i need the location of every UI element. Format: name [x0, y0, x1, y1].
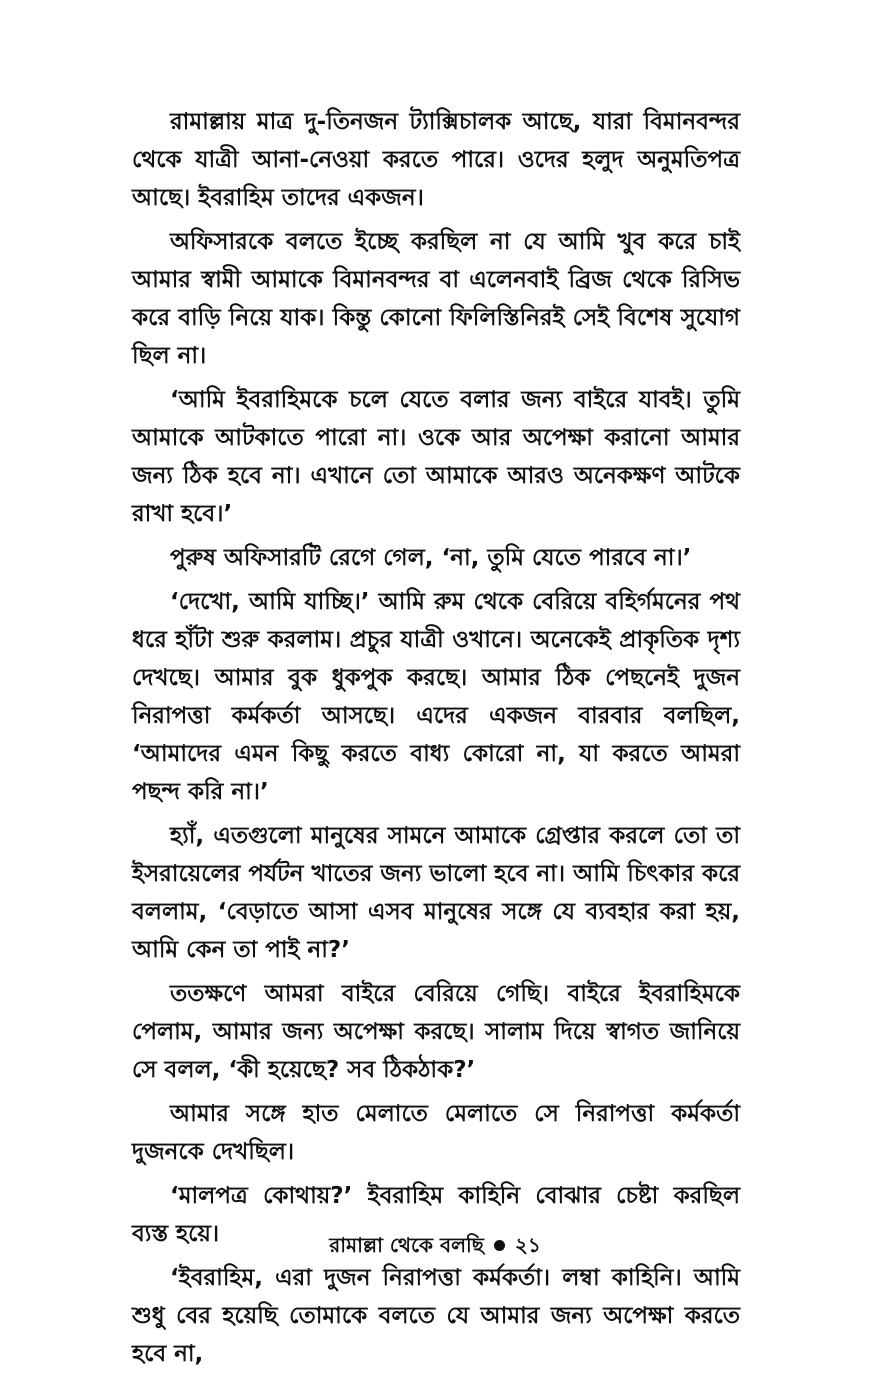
bullet-separator-icon: [494, 1240, 505, 1251]
page-footer: [0, 1232, 870, 1258]
paragraph-10: ‘ইবরাহিম, এরা দুজন নিরাপত্তা কর্মকর্তা। লম্বা কাহিনি। আমি শুধু বের হয়েছি তোমাকে বলতে যে আমার জন্য অপেক্ষা করতে হবে না,: [132, 1265, 740, 1367]
running-title: রামাল্লা থেকে বলছি: [329, 1233, 484, 1257]
paragraph-6: হ্যাঁ, এতগুলো মানুষের সামনে আমাকে গ্রেপ্তার করলে তো তা ইসরায়েলের পর্যটন খাতের জন্য ভালো হবে না। আমি চিৎকার করে বললাম, ‘বেড়াতে আসা এসব মানুষের সঙ্গে যে ব্যবহার করা হয়, আমি কেন তা পাই না?’: [132, 823, 740, 963]
page-number: ২১: [514, 1233, 541, 1257]
paragraph-1: রামাল্লায় মাত্র দু-তিনজন ট্যাক্সিচালক আছে, যারা বিমানবন্দর থেকে যাত্রী আনা-নেওয়া করতে পারে। ওদের হলুদ অনুমতিপত্র আছে। ইবরাহিম তাদের একজন।: [132, 109, 740, 211]
paragraph-4: পুরুষ অফিসারটি রেগে গেল, ‘না, তুমি যেতে পারবে না।’: [170, 545, 692, 571]
paragraph-2: অফিসারকে বলতে ইচ্ছে করছিল না যে আমি খুব করে চাই আমার স্বামী আমাকে বিমানবন্দর বা এলেনবাই ব্রিজ থেকে রিসিভ করে বাড়ি নিয়ে যাক। কিন্তু কোনো ফিলিস্তিনিরই সেই বিশেষ সুযোগ ছিল না।: [132, 229, 740, 369]
paragraph-7: ততক্ষণে আমরা বাইরে বেরিয়ে গেছি। বাইরে ইবরাহিমকে পেলাম, আমার জন্য অপেক্ষা করছে। সালাম দিয়ে স্বাগত জানিয়ে সে বলল, ‘কী হয়েছে? সব ঠিকঠাক?’: [132, 981, 740, 1083]
paragraph-9: ‘মালপত্র কোথায়?’ ইবরাহিম কাহিনি বোঝার চেষ্টা করছিল ব্যস্ত হয়ে।: [132, 1183, 740, 1247]
page-body: [132, 103, 740, 1379]
paragraph-3: ‘আমি ইবরাহিমকে চলে যেতে বলার জন্য বাইরে যাবই। তুমি আমাকে আটকাতে পারো না। ওকে আর অপেক্ষা করানো আমার জন্য ঠিক হবে না। এখানে তো আমাকে আরও অনেকক্ষণ আটকে রাখা হবে।’: [132, 387, 740, 527]
paragraph-5: ‘দেখো, আমি যাচ্ছি।’ আমি রুম থেকে বেরিয়ে বহির্গমনের পথ ধরে হাঁটা শুরু করলাম। প্রচুর যাত্রী ওখানে। অনেকেই প্রাকৃতিক দৃশ্য দেখছে। আমার বুক ধুকপুক করছে। আমার ঠিক পেছনেই দুজন নিরাপত্তা কর্মকর্তা আসছে। এদের একজন বারবার বলছিল, ‘আমাদের এমন কিছু করতে বাধ্য কোরো না, যা করতে আমরা পছন্দ করি না।’: [132, 589, 740, 805]
paragraph-8: আমার সঙ্গে হাত মেলাতে মেলাতে সে নিরাপত্তা কর্মকর্তা দুজনকে দেখছিল।: [132, 1101, 740, 1165]
